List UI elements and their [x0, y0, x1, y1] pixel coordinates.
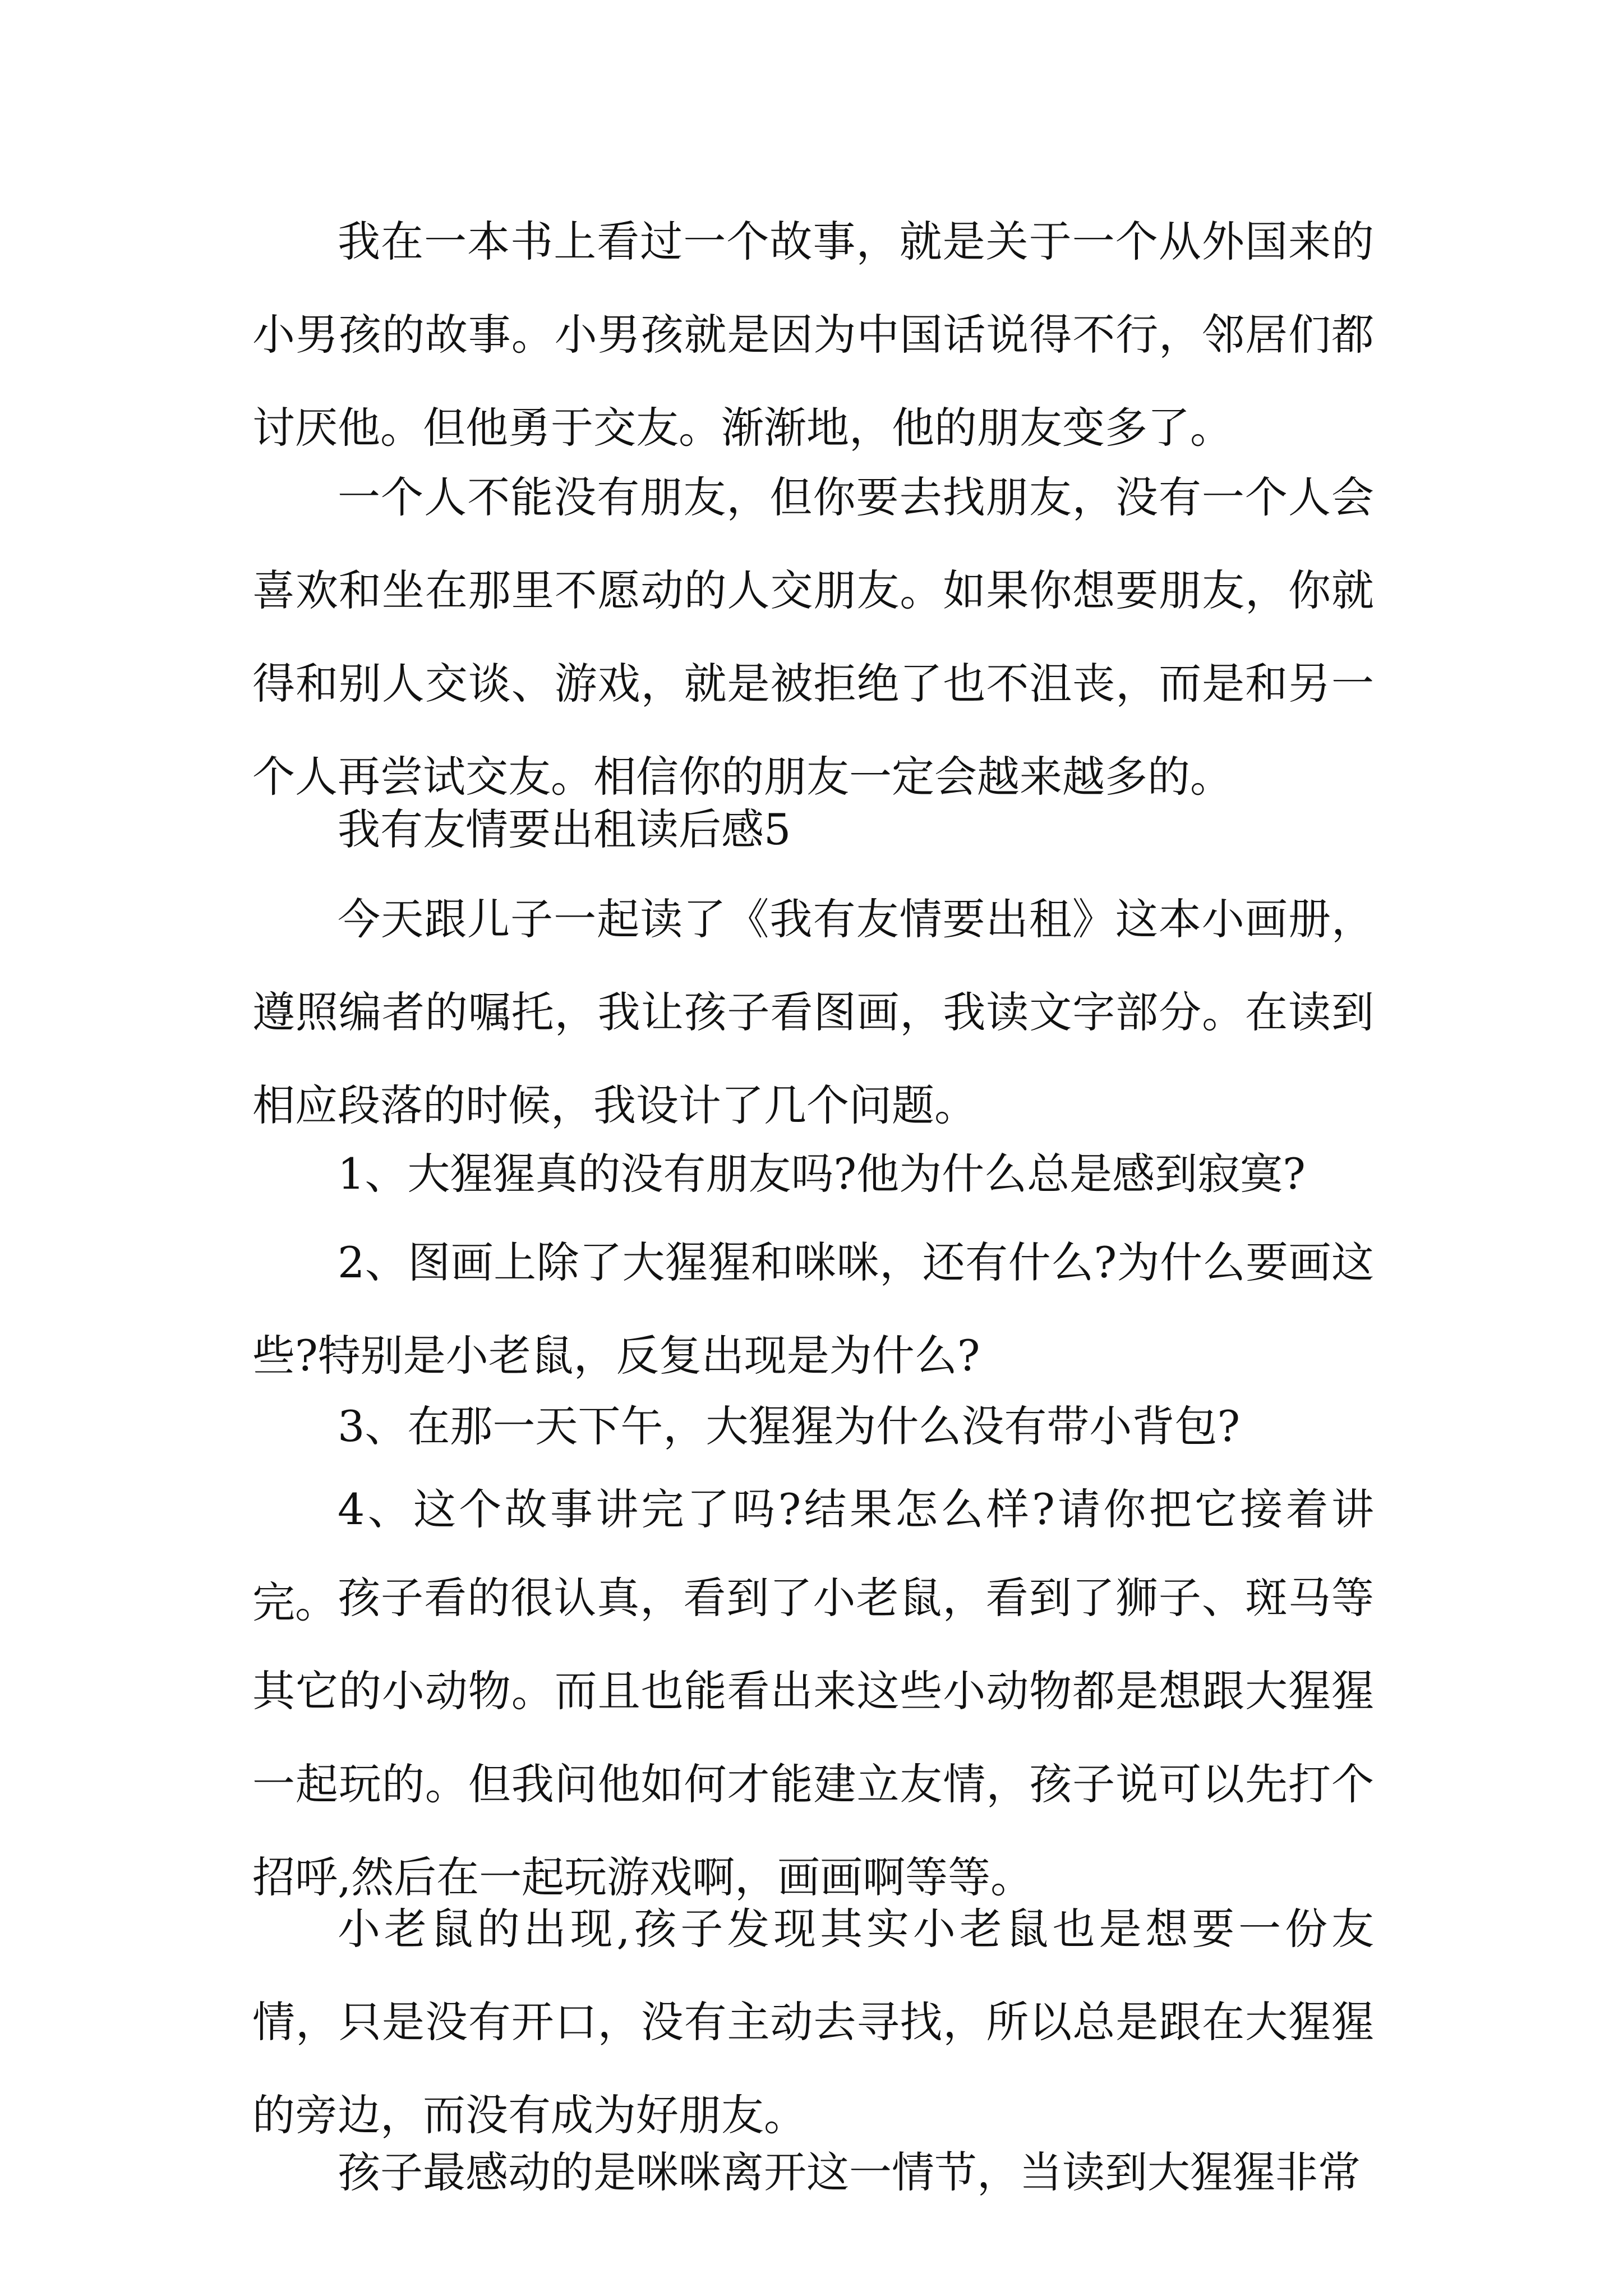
paragraph-5: 小老鼠的出现,孩子发现其实小老鼠也是想要一份友情，只是没有开口，没有主动去寻找，所以总是跟在大猩猩的旁边，而没有成为好朋友。: [252, 1904, 1374, 2140]
section-heading: 我有友情要出租读后感5: [338, 804, 791, 854]
paragraph-4: 孩子看的很认真，看到了小老鼠，看到了狮子、斑马等其它的小动物。而且也能看出来这些小动物都是想跟大猩猩一起玩的。但我问他如何才能建立友情，孩子说可以先打个招呼,然后在一起玩游戏啊，画画啊等等。: [252, 1573, 1374, 1902]
question-3: 3、在那一天下午，大猩猩为什么没有带小背包?: [338, 1401, 1241, 1451]
paragraph-1: 我在一本书上看过一个故事，就是关于一个从外国来的小男孩的故事。小男孩就是因为中国话说得不行，邻居们都讨厌他。但他勇于交友。渐渐地，他的朋友变多了。: [252, 217, 1374, 453]
question-4: 4、这个故事讲完了吗?结果怎么样?请你把它接着讲完。: [252, 1484, 1374, 1627]
paragraph-2: 一个人不能没有朋友，但你要去找朋友，没有一个人会喜欢和坐在那里不愿动的人交朋友。如果你想要朋友，你就得和别人交谈、游戏，就是被拒绝了也不沮丧，而是和另一个人再尝试交友。相信你的朋友一定会越来越多的。: [252, 472, 1374, 802]
question-1: 1、大猩猩真的没有朋友吗?他为什么总是感到寂寞?: [338, 1149, 1306, 1199]
paragraph-6: 孩子最感动的是咪咪离开这一情节，当读到大猩猩非常: [338, 2147, 1361, 2197]
paragraph-3: 今天跟儿子一起读了《我有友情要出租》这本小画册，遵照编者的嘱托，我让孩子看图画，我读文字部分。在读到相应段落的时候，我设计了几个问题。: [252, 894, 1374, 1130]
question-2: 2、图画上除了大猩猩和咪咪，还有什么?为什么要画这些?特别是小老鼠，反复出现是为什么?: [252, 1237, 1374, 1381]
